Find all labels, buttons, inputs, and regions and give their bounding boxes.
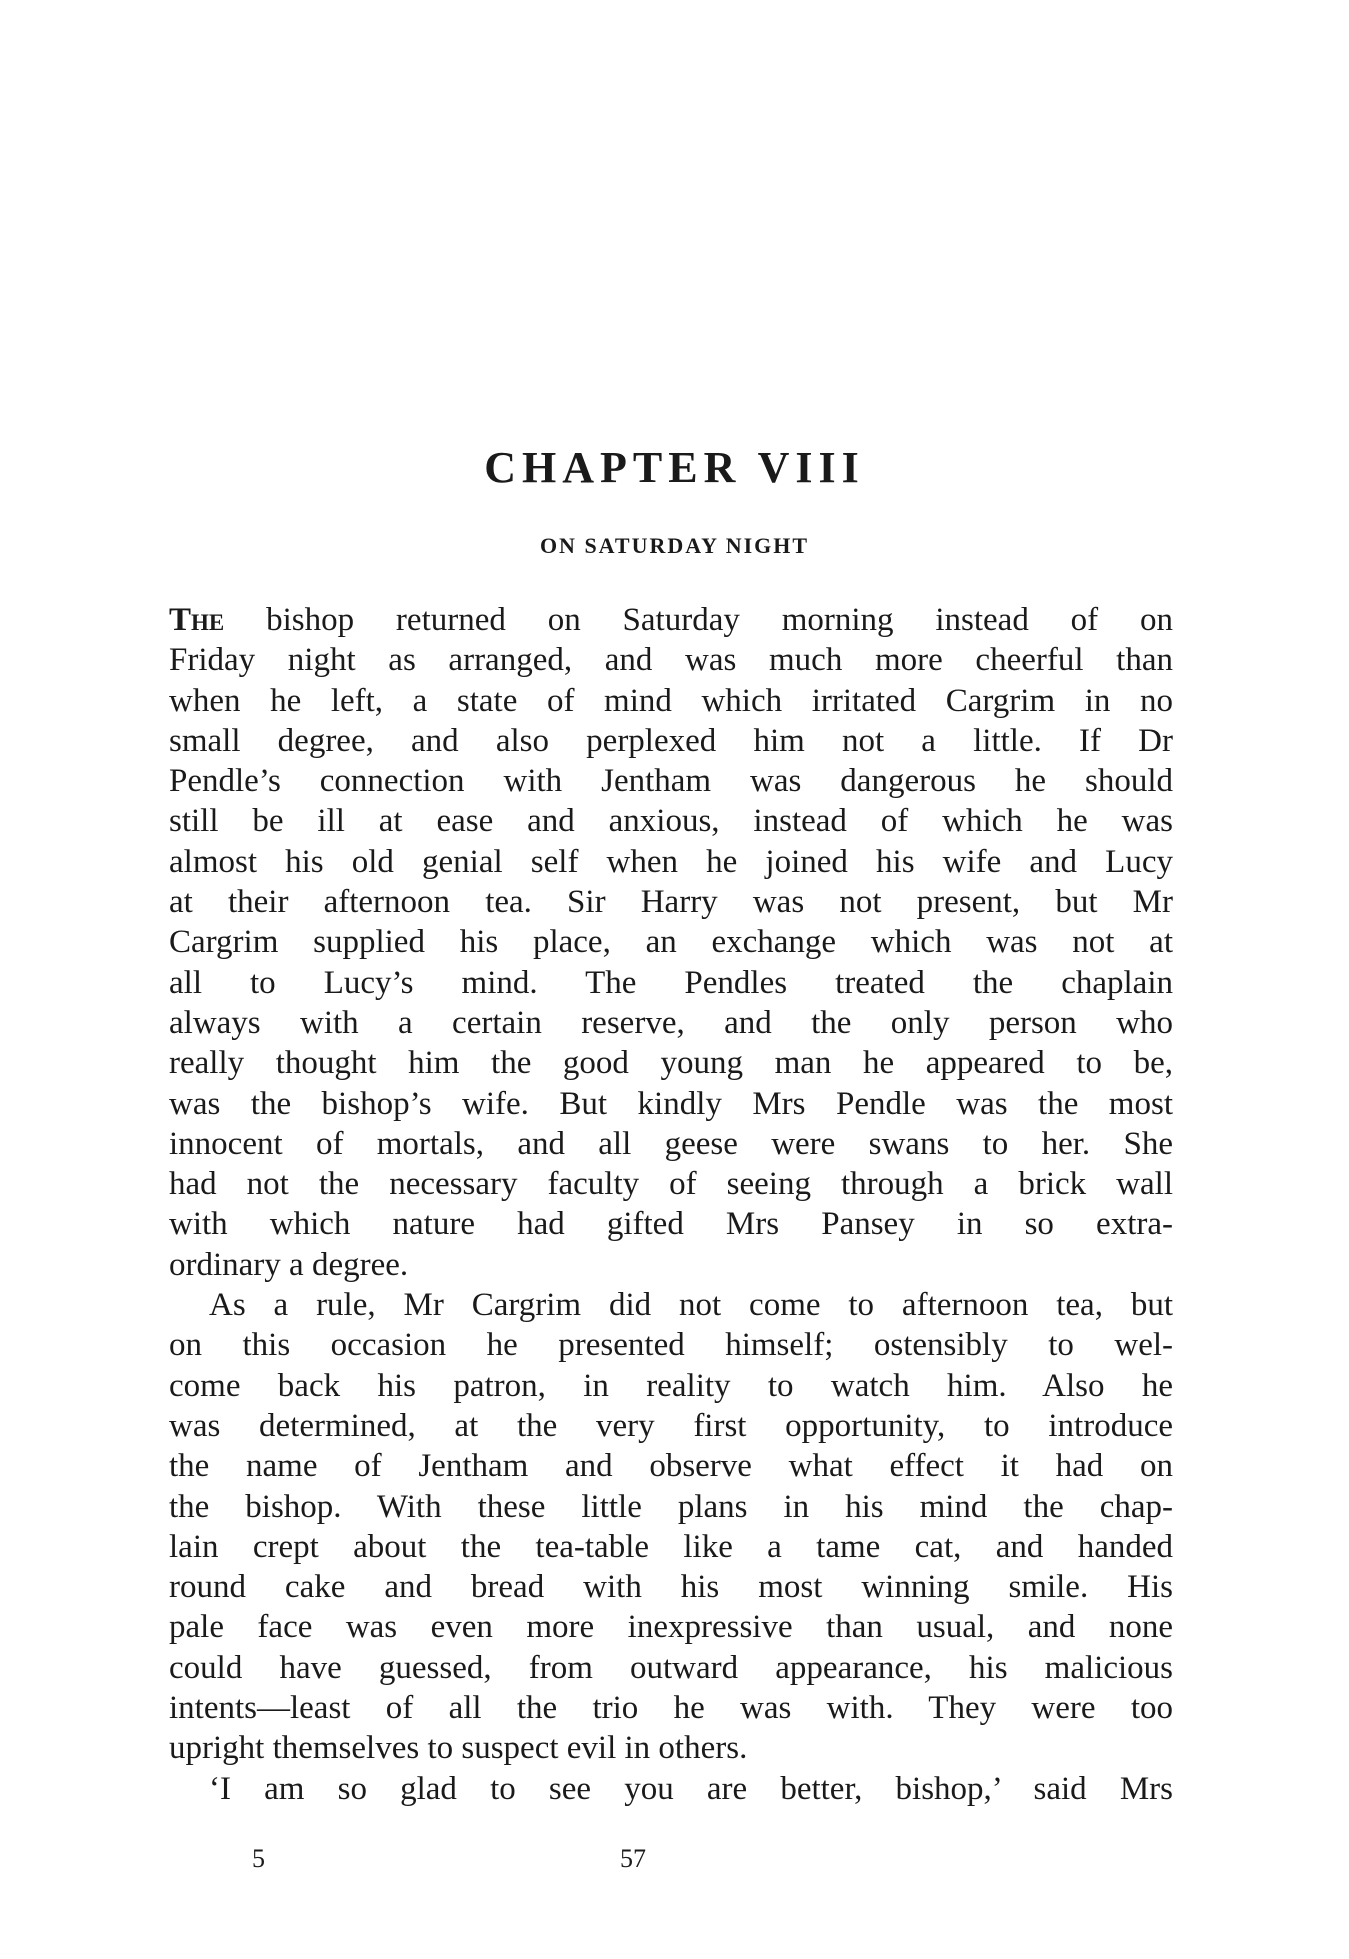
text-line: ‘I am so glad to see you are better, bishop,’ said Mrs [209, 1770, 1173, 1807]
text-line: intents—least of all the trio he was with. They were too [169, 1690, 1173, 1727]
chapter-subtitle: ON SATURDAY NIGHT [539, 533, 810, 558]
text-line: come back his patron, in reality to watch him. Also he [169, 1367, 1173, 1404]
text-line: all to Lucy’s mind. The Pendles treated the chaplain [169, 964, 1173, 1001]
text-line: was determined, at the very first opportunity, to introduce [169, 1407, 1173, 1444]
text-line: with which nature had gifted Mrs Pansey in so extra- [169, 1206, 1173, 1243]
text-line: pale face was even more inexpressive than usual, and none [169, 1609, 1173, 1646]
text-line: upright themselves to suspect evil in others. [169, 1730, 748, 1767]
text-line: almost his old genial self when he joined his wife and Lucy [169, 843, 1173, 880]
text-line: Friday night as arranged, and was much more cheerful than [169, 642, 1173, 679]
text-line: on this occasion he presented himself; ostensibly to wel- [169, 1327, 1173, 1364]
text-line: As a rule, Mr Cargrim did not come to afternoon tea, but [209, 1287, 1173, 1324]
text-line: the bishop. With these little plans in his mind the chap- [169, 1488, 1173, 1525]
chapter-body [169, 600, 1173, 1809]
text-line: the name of Jentham and observe what effect it had on [169, 1448, 1173, 1485]
text-line: Cargrim supplied his place, an exchange which was not at [169, 924, 1173, 961]
text-line: Pendle’s connection with Jentham was dangerous he should [169, 763, 1173, 800]
chapter-title: CHAPTER VIII [484, 443, 865, 492]
text-line: innocent of mortals, and all geese were swans to her. She [169, 1125, 1173, 1162]
page-number: 57 [620, 1844, 646, 1873]
text-line: lain crept about the tea-table like a tame cat, and handed [169, 1528, 1173, 1565]
text-line: ordinary a degree. [169, 1246, 409, 1283]
text-line: had not the necessary faculty of seeing through a brick wall [169, 1166, 1173, 1203]
text-line: still be ill at ease and anxious, instead of which he was [169, 803, 1173, 840]
text-line: when he left, a state of mind which irritated Cargrim in no [169, 682, 1173, 719]
text-line: small degree, and also perplexed him not a little. If Dr [169, 722, 1173, 759]
text-line: round cake and bread with his most winning smile. His [169, 1569, 1173, 1606]
text-line: always with a certain reserve, and the only person who [169, 1004, 1173, 1041]
text-line: was the bishop’s wife. But kindly Mrs Pendle was the most [169, 1085, 1173, 1122]
text-line: really thought him the good young man he appeared to be, [169, 1045, 1173, 1082]
text-line: at their afternoon tea. Sir Harry was not present, but Mr [169, 884, 1173, 921]
lead-word: The [169, 602, 225, 638]
signature-mark: 5 [252, 1844, 265, 1873]
text-line: could have guessed, from outward appearance, his malicious [169, 1649, 1173, 1686]
text-line: The bishop returned on Saturday morning instead of on [169, 602, 1173, 638]
